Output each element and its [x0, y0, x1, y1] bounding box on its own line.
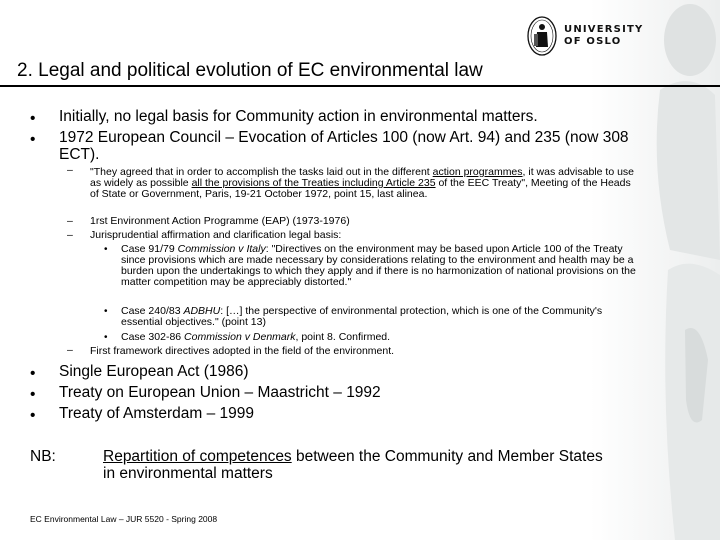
case-302-86: [121, 332, 636, 343]
dash-marker: –: [67, 215, 73, 227]
bullet-text: 1972 European Council – Evocation of Articles 100 (now Art. 94) and 235 (now 308 ECT).: [59, 129, 629, 163]
logo-line-2: OF OSLO: [564, 36, 622, 47]
bullet-marker: •: [30, 386, 36, 403]
case-name: Commission v Denmark: [184, 331, 296, 343]
bullet-text: Single European Act (1986): [59, 363, 249, 380]
dash-marker: –: [67, 344, 73, 356]
university-seal-icon: [527, 16, 557, 56]
bullet-marker: •: [30, 365, 36, 382]
bullet-text: Initially, no legal basis for Community action in environmental matters.: [59, 108, 538, 125]
nb-label: NB:: [30, 448, 56, 465]
case-name: ADBHU: [183, 305, 221, 317]
bullet-marker: •: [30, 110, 36, 127]
logo-line-1: UNIVERSITY: [564, 24, 644, 35]
sub-bullet-marker: •: [104, 332, 108, 343]
framework-item: First framework directives adopted in the field of the environment.: [90, 345, 395, 357]
nb-text: [103, 448, 603, 482]
case-text: , point 8. Confirmed.: [295, 331, 391, 343]
university-name: [564, 24, 643, 48]
dash-marker: –: [67, 229, 73, 241]
underlined-phrase: all the provisions of the Treaties including Article 235: [191, 177, 436, 189]
case-ref: Case 240/83: [121, 305, 184, 317]
university-logo: [527, 16, 643, 56]
quote-text: of the EEC Treaty", Meeting of the Heads of State or Government, Paris, 19-21 October 1972, point 15, last alinea.: [90, 177, 631, 200]
jurisprudence-item: Jurisprudential affirmation and clarification legal basis:: [90, 229, 342, 241]
sub-bullet-marker: •: [104, 244, 108, 255]
case-text: : "Directives on the environment may be based upon Article 100 of the Treaty since provisions which are made necessary by considerations relating to the environment and health may be a burden upon the undertakings to which they apply and if there is no harmonization of national provisions on the matter competition may be appreciably distorted.": [121, 243, 636, 288]
dash-marker: –: [67, 164, 73, 176]
bullet-text: Treaty of Amsterdam – 1999: [59, 405, 254, 422]
eap-item: 1rst Environment Action Programme (EAP) (1973-1976): [90, 215, 350, 227]
case-ref: Case 302-86: [121, 331, 185, 343]
case-240-83: [121, 306, 636, 328]
sub-bullet-marker: •: [104, 306, 108, 317]
slide-title: 2. Legal and political evolution of EC environmental law: [17, 60, 483, 81]
case-text: : […] the perspective of environmental protection, which is one of the Community's essential objectives." (point 13): [121, 305, 603, 328]
bullet-marker: •: [30, 131, 36, 148]
underlined-phrase: action programmes: [432, 166, 523, 178]
quote-1972: [90, 167, 640, 200]
bullet-marker: •: [30, 407, 36, 424]
quote-text: , it was advisable to use as widely as possible: [90, 166, 635, 189]
case-name: Commission v Italy: [177, 243, 266, 255]
nb-rest-text: between the Community and Member States in environmental matters: [103, 448, 603, 482]
case-91-79: [121, 244, 636, 288]
slide-footer: EC Environmental Law – JUR 5520 - Spring 2008: [30, 514, 218, 524]
case-ref: Case 91/79: [121, 243, 178, 255]
bullet-text: Treaty on European Union – Maastricht – 1992: [59, 384, 381, 401]
nb-underlined-phrase: Repartition of competences: [103, 448, 292, 465]
quote-text: "They agreed that in order to accomplish the tasks laid out in the different: [90, 166, 433, 178]
title-divider: [0, 85, 720, 87]
